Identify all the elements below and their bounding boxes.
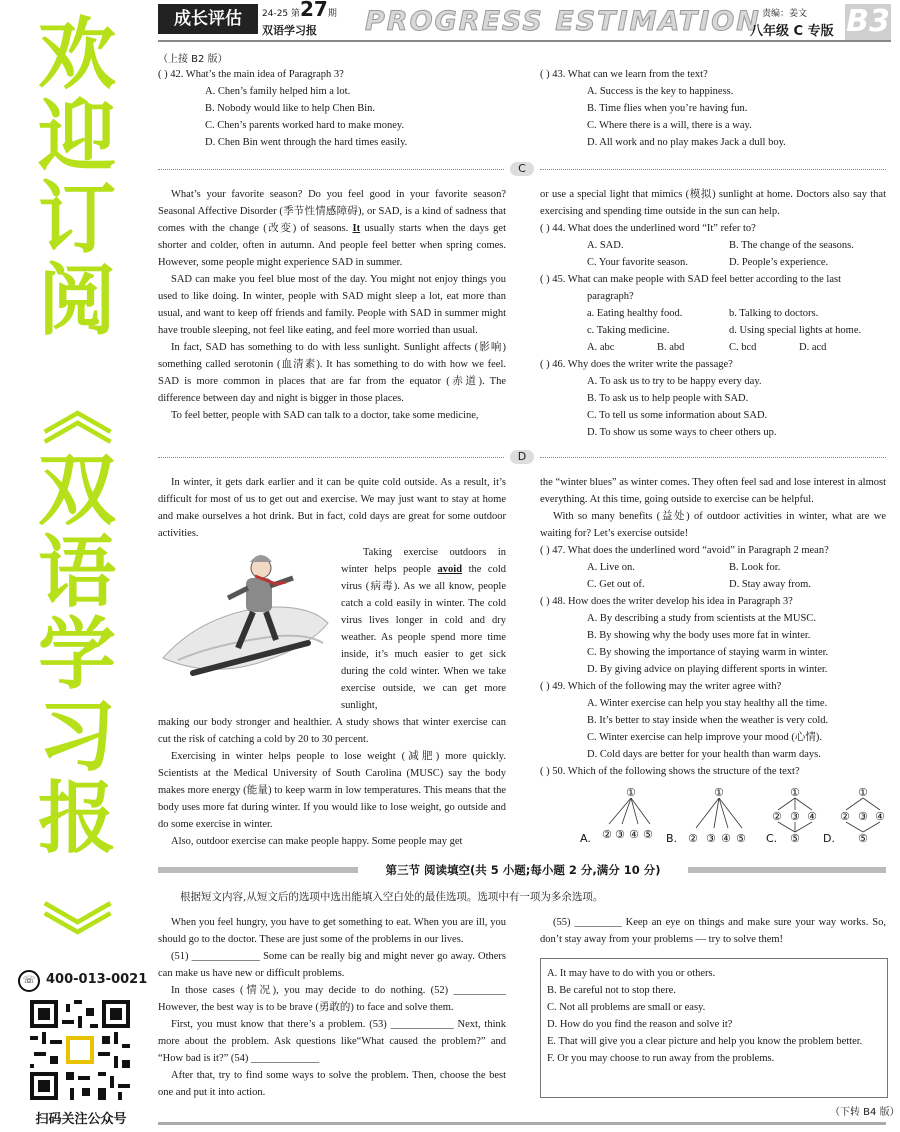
option[interactable]: C. bcd: [729, 342, 757, 353]
section-bar: [158, 867, 358, 873]
option[interactable]: A. Live on.: [587, 562, 635, 573]
brand-logo: 成长评估: [158, 4, 258, 34]
paragraph: With so many benefits (益处) of outdoor activities in winter, what are we waiting for? Let’s exercise outside!: [540, 511, 886, 539]
option[interactable]: C. Your favorite season.: [587, 257, 688, 268]
option[interactable]: C. Winter exercise can help improve your mood (心情).: [587, 732, 822, 743]
ad-char: 学: [37, 610, 116, 700]
ad-char: 报: [37, 774, 116, 864]
editor-credit: 责编：姜文: [762, 9, 808, 19]
option[interactable]: B. Look for.: [729, 562, 781, 573]
svg-text:④: ④: [629, 828, 639, 841]
section-badge: C: [510, 162, 534, 176]
svg-text:③: ③: [706, 832, 716, 845]
option[interactable]: A. To ask us to try to be happy every day.: [587, 376, 762, 387]
paragraph: In those cases (情况), you may decide to do nothing. (52) __________ However, the best way is to be brave (勇敢的) to face and solve them.: [158, 985, 506, 1013]
option[interactable]: C. By showing the importance of staying warm in winter.: [587, 647, 829, 658]
option[interactable]: D. Chen Bin went through the hard times easily.: [205, 137, 408, 148]
question-42: [158, 66, 518, 151]
question-stem: ( ) 44. What does the underlined word “It” refer to?: [540, 223, 756, 234]
option[interactable]: B. Time flies when you’re having fun.: [587, 103, 748, 114]
svg-text:②: ②: [772, 810, 782, 823]
divider-line: [540, 169, 886, 170]
option[interactable]: A. Winter exercise can help you stay healthy all the time.: [587, 698, 828, 709]
section3-header: [158, 862, 886, 878]
subscription-ad-strip: [0, 0, 150, 1132]
text: usually starts when the days get shorter and colder, often in autumn. And people feel better when spring comes. However, some people might experience SAD in summer.: [158, 223, 507, 268]
question-stem: ( ) 45. What can make people with SAD feel better according to the last paragraph?: [540, 274, 841, 302]
svg-text:③: ③: [790, 810, 800, 823]
diagram-label: B.: [666, 832, 678, 845]
question-stem: ( ) 42. What’s the main idea of Paragraph 3?: [158, 69, 344, 80]
paragraph: First, you must know that there’s a problem. (53) ____________ Next, think more about the problem. Ask questions like“What caused the problem?” and “How bad is it?” (54) _____________: [158, 1019, 506, 1064]
question-stem: ( ) 50. Which of the following shows the structure of the text?: [540, 766, 800, 777]
header-rule: [158, 40, 891, 42]
section-divider-c: [158, 162, 886, 176]
ad-char: 迎: [37, 92, 116, 182]
phone-icon: ☏: [18, 970, 40, 992]
svg-text:④: ④: [875, 810, 885, 823]
answer-option[interactable]: F. Or you may choose to run away from the problems.: [547, 1053, 775, 1064]
svg-text:⑤: ⑤: [790, 832, 800, 845]
paragraph: SAD can make you feel blue most of the day. You might not enjoy things you used to like doing. In winter, people with SAD might sleep a lot, eat more than usual, and want to keep off friends and family. People with SAD in summer might have trouble sleeping, not feel like eating, and feel more worried than usual.: [158, 274, 506, 336]
option[interactable]: D. By giving advice on playing different sports in winter.: [587, 664, 828, 675]
answer-option[interactable]: B. Be careful not to stop there.: [547, 985, 676, 996]
option[interactable]: C. Chen’s parents worked hard to make money.: [205, 120, 405, 131]
list-item: a. Eating healthy food.: [587, 308, 683, 319]
text: Taking exercise outdoors in winter helps people: [341, 547, 506, 575]
passage-c-right: [540, 186, 886, 441]
section3-title: 第三节 阅读填空(共 5 小题;每小题 2 分,满分 10 分): [368, 862, 678, 878]
option[interactable]: A. SAD.: [587, 240, 624, 251]
paragraph: Also, outdoor exercise can make people happy. Some people may get: [171, 836, 463, 847]
question-43: [540, 66, 886, 151]
paragraph: (55) _________ Keep an eye on things and make sure your way works. So, don’t stay away from your problems — try to solve them!: [540, 917, 886, 945]
svg-text:④: ④: [807, 810, 817, 823]
ad-close-bracket: 》: [34, 900, 116, 970]
option[interactable]: C. Get out of.: [587, 579, 645, 590]
divider-line: [540, 457, 886, 458]
divider-line: [158, 457, 504, 458]
ad-char: 订: [37, 174, 116, 264]
banner-title: PROGRESS ESTIMATION: [365, 6, 761, 37]
structure-diagrams: [580, 782, 890, 848]
question-stem: ( ) 46. Why does the writer write the passage?: [540, 359, 733, 370]
paragraph: the “winter blues” as winter comes. They often feel sad and lose interest in almost everything. At this time, going outside to exercise can be helpful.: [540, 477, 886, 505]
answer-options-box: [540, 958, 888, 1098]
passage-fill-left: [158, 914, 506, 1101]
qr-code-icon[interactable]: [30, 1000, 130, 1100]
list-item: b. Talking to doctors.: [729, 308, 819, 319]
paragraph: In fact, SAD has something to do with less sunlight. Sunlight affects (影响) something called serotonin (血清素). It has something to do with how we feel. SAD is more common in places that are far from the equator (赤道). The difference between day and night is bigger in those places.: [158, 342, 506, 404]
ad-char: 习: [37, 692, 116, 782]
svg-text:①: ①: [858, 786, 868, 799]
answer-option[interactable]: E. That will give you a clear picture and help you know the problem better.: [547, 1036, 863, 1047]
qr-caption: 扫码关注公众号: [35, 1112, 127, 1127]
option[interactable]: D. People’s experience.: [729, 257, 829, 268]
diagram-label: D.: [823, 832, 835, 845]
svg-text:②: ②: [602, 828, 612, 841]
option[interactable]: B. It’s better to stay inside when the weather is very cold.: [587, 715, 829, 726]
ad-open-bracket: 《: [34, 375, 116, 445]
paper-name: 双语学习报: [262, 24, 317, 37]
option[interactable]: B. To ask us to help people with SAD.: [587, 393, 749, 404]
section3-instruction: 根据短文内容,从短文后的选项中选出能填入空白处的最佳选项。选项中有一项为多余选项。: [180, 891, 604, 903]
ad-char: 双: [37, 446, 116, 536]
passage-fill-right: [540, 914, 886, 948]
svg-text:③: ③: [858, 810, 868, 823]
hotline: [18, 970, 148, 992]
question-stem: ( ) 43. What can we learn from the text?: [540, 69, 708, 80]
paragraph: (51) _____________ Some can be really big and might never go away. Others can make us have new or difficult problems.: [158, 951, 506, 979]
grade-edition: 八年级 C 专版: [750, 24, 834, 39]
option[interactable]: D. All work and no play makes Jack a dull boy.: [587, 137, 786, 148]
svg-text:⑤: ⑤: [736, 832, 746, 845]
svg-text:⑤: ⑤: [643, 828, 653, 841]
svg-text:②: ②: [688, 832, 698, 845]
ad-char: 阅: [37, 256, 116, 346]
paragraph: To feel better, people with SAD can talk to a doctor, take some medicine,: [171, 410, 479, 421]
option[interactable]: B. By showing why the body uses more fat in winter.: [587, 630, 811, 641]
question-stem: ( ) 49. Which of the following may the writer agree with?: [540, 681, 782, 692]
svg-text:②: ②: [840, 810, 850, 823]
issue-number: [262, 0, 337, 21]
option[interactable]: D. To show us some ways to cheer others up.: [587, 427, 777, 438]
divider-line: [158, 169, 504, 170]
page-header: [150, 0, 900, 44]
answer-option[interactable]: C. Not all problems are small or easy.: [547, 1002, 706, 1013]
question-stem: ( ) 47. What does the underlined word “avoid” in Paragraph 2 mean?: [540, 545, 829, 556]
option[interactable]: D. Cold days are better for your health than warm days.: [587, 749, 821, 760]
snowboarder-illustration: [158, 548, 333, 698]
svg-text:①: ①: [714, 786, 724, 799]
question-stem: ( ) 48. How does the writer develop his idea in Paragraph 3?: [540, 596, 793, 607]
diagram-label: C.: [766, 832, 778, 845]
passage-d-left: [158, 474, 506, 850]
text: What’s your favorite season? Do you feel good in your favorite season? Seasonal Affective Disorder (季节性情感障碍), or SAD, is a kind of sadness that comes with the change (改变) of seasons.: [158, 189, 506, 234]
answer-option[interactable]: D. How do you find the reason and solve it?: [547, 1019, 733, 1030]
list-item: d. Using special lights at home.: [729, 325, 862, 336]
text: the cold virus (病毒). As we all know, people catch a cold easily in winter. The cold virus lives longer in cold and dry weather. As people spend more time inside, it’s much easier to get sick during the cold winter. When we take exercise outside, we can get more sunlight,: [341, 564, 507, 711]
continued-from-note: （上接 B2 版）: [158, 54, 228, 65]
option[interactable]: A. By describing a study from scientists at the MUSC.: [587, 613, 816, 624]
issue-year: 24-25 第: [262, 9, 301, 19]
option[interactable]: A. Chen’s family helped him a lot.: [205, 86, 351, 97]
section-badge: D: [510, 450, 534, 464]
continued-to-note: （下转 B4 版）: [830, 1107, 900, 1118]
svg-text:①: ①: [790, 786, 800, 799]
svg-text:⑤: ⑤: [858, 832, 868, 845]
answer-option[interactable]: A. It may have to do with you or others.: [547, 968, 716, 979]
paragraph: In winter, it gets dark earlier and it can be quite cold outside. As a result, it’s difficult for most of us to get out and exercise. We may just want to stay at home and make ourselves a hot drink. But in fact, cold days are great for some outdoor activities.: [158, 477, 506, 539]
ad-char: 欢: [37, 10, 116, 100]
section-bar: [688, 867, 886, 873]
paragraph: After that, try to find some ways to solve the problem. Then, choose the best one and put it into action.: [158, 1070, 506, 1098]
option[interactable]: D. acd: [799, 342, 827, 353]
issue-big-number: 27: [300, 0, 328, 21]
underlined-word: It: [352, 223, 361, 234]
underlined-word: avoid: [437, 564, 463, 575]
paragraph: [158, 186, 506, 271]
option[interactable]: C. Where there is a will, there is a way.: [587, 120, 752, 131]
phone-number: 400-013-0021: [46, 972, 148, 987]
option[interactable]: B. Nobody would like to help Chen Bin.: [205, 103, 376, 114]
paragraph: When you feel hungry, you have to get something to eat. When you are ill, you should go to the doctor. These are just some of the problems in our lives.: [158, 917, 506, 945]
passage-d-right: [540, 474, 886, 780]
option[interactable]: B. abd: [657, 342, 685, 353]
ad-char: 语: [37, 528, 116, 618]
diagram-label: A.: [580, 832, 591, 845]
page-code: B3: [846, 4, 890, 39]
section-divider-d: [158, 450, 886, 464]
option[interactable]: A. Success is the key to happiness.: [587, 86, 734, 97]
option[interactable]: C. To tell us some information about SAD.: [587, 410, 768, 421]
bottom-rule: [158, 1122, 886, 1125]
svg-text:④: ④: [721, 832, 731, 845]
option[interactable]: A. abc: [587, 342, 615, 353]
paragraph: making our body stronger and healthier. A study shows that winter exercise can cut the risk of catching a cold by 20 to 30 percent.: [158, 717, 506, 745]
paragraph: or use a special light that mimics (模拟) sunlight at home. Doctors also say that exercising and spending time outside in the sun can help.: [540, 189, 886, 217]
svg-text:③: ③: [615, 828, 625, 841]
list-item: c. Taking medicine.: [587, 325, 670, 336]
passage-c-left: [158, 186, 506, 424]
option[interactable]: D. Stay away from.: [729, 579, 811, 590]
svg-text:①: ①: [626, 786, 636, 799]
issue-suffix: 期: [327, 9, 337, 19]
paragraph: Exercising in winter helps people to lose weight (减肥) more quickly. Scientists at the Medical University of South Carolina (MUSC) say the body makes more energy (能量) to keep warm in low temperatures. This means that the body uses more fat during winter. If you would like to lose weight, go outside and do some exercise in winter.: [158, 751, 506, 830]
option[interactable]: B. The change of the seasons.: [729, 240, 854, 251]
